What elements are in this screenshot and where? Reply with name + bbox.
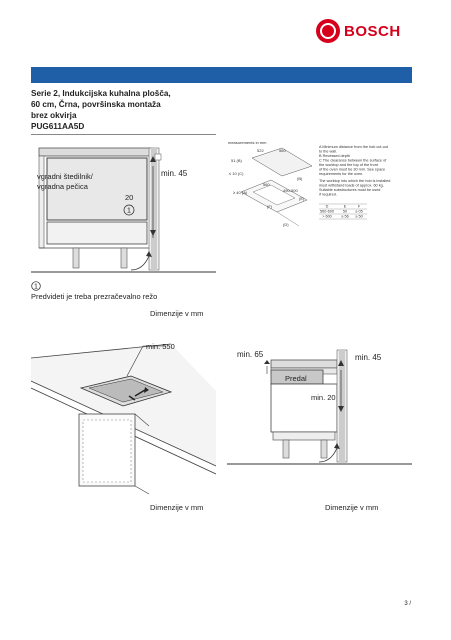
oven-label-top: vgradni štedilnik/ <box>37 172 93 181</box>
table-header-f: F <box>357 204 361 209</box>
table-header-e: E <box>343 204 347 209</box>
spec-table <box>319 204 367 219</box>
legend-line: the worktop and the top of the front <box>319 163 378 167</box>
footnote-circle-number: 1 <box>34 283 38 291</box>
bosch-emblem-icon <box>316 19 340 43</box>
footnote-circle-icon <box>31 281 41 291</box>
drawer-label: Predal <box>285 374 307 383</box>
footnote <box>31 281 157 301</box>
table-cell: > 600 <box>322 214 332 219</box>
oven-20-label: 20 <box>125 193 134 202</box>
legend-line: if required. <box>319 192 337 197</box>
spec-label-d: (D) <box>283 222 289 227</box>
title-line-2: 60 cm, Črna, površinska montaža <box>31 100 161 109</box>
legend-line: of the oven must be 30 mm. See space <box>319 167 386 172</box>
footnote-text: Predvideti je treba prezračevalno režo <box>31 292 158 301</box>
table-cell: ≥ 50 <box>355 214 363 219</box>
spec-label-40a: ≥ 40 (A) <box>233 190 248 195</box>
title-line-3: brez okvirja <box>31 111 77 120</box>
legend-line: requirements for the oven. <box>319 172 364 176</box>
drawer-min-65-label: min. 65 <box>237 350 264 359</box>
spec-title: measurements in mm <box>228 140 267 145</box>
title-line-1: Serie 2, Indukcijska kuhalna plošča, <box>31 89 171 98</box>
table-cell: ≥ 05 <box>355 209 363 214</box>
dimensions-note-1: Dimenzije v mm <box>150 309 204 318</box>
drawer-min-20-label: min. 20 <box>311 393 336 402</box>
brand-name: BOSCH <box>344 22 401 40</box>
legend-line: Suitable substructures must be used <box>319 188 381 192</box>
legend-line: must withstand loads of approx. 60 kg. <box>319 183 384 188</box>
hob-cutout-spec-diagram <box>227 138 412 238</box>
spec-legend <box>319 145 390 197</box>
worktop-min-550-label: min. 550 <box>146 342 175 351</box>
oven-installation-diagram <box>31 138 216 278</box>
drawer-installation-diagram <box>227 340 412 490</box>
worktop-perspective-diagram <box>31 336 216 501</box>
bosch-logo <box>316 17 416 45</box>
drawer-min-45-label: min. 45 <box>355 353 382 362</box>
spec-label-f: (F) <box>267 204 273 209</box>
table-cell: 50 <box>342 209 348 214</box>
legend-line: The worktop into which the hob is installed <box>319 179 391 183</box>
spec-label-560-mid: 560 <box>263 182 270 187</box>
spec-label-e: (E) <box>299 196 305 201</box>
table-cell: 560-600 <box>320 209 334 214</box>
page-number: 3 / <box>404 601 411 607</box>
dimensions-note-3: Dimenzije v mm <box>325 503 379 512</box>
spec-label-490-500: 490-500 <box>283 188 298 193</box>
spec-label-51b: 51 (B) <box>231 158 242 163</box>
title-rule <box>31 134 216 135</box>
legend-line: A Minimum distance from the hob cut-out <box>319 145 389 149</box>
legend-line: to the wall. <box>319 149 338 154</box>
oven-min-45-label: min. 45 <box>161 169 188 178</box>
spec-label-b: (B) <box>297 176 303 181</box>
model-number: PUG611AA5D <box>31 122 85 131</box>
legend-line: B Recessed depth <box>319 154 351 158</box>
table-header-d: D <box>325 204 329 209</box>
oven-circle-1: 1 <box>127 207 131 215</box>
oven-label-bottom: vgradna pečica <box>37 182 88 191</box>
product-title <box>31 88 211 132</box>
spec-label-522: 522 <box>257 148 264 153</box>
spec-label-10c: ≤ 10 (C) <box>229 171 244 176</box>
header-bar <box>31 67 412 83</box>
spec-label-560-top: 560 <box>279 148 286 153</box>
table-cell: ≥ 56 <box>341 214 349 219</box>
legend-line: C The clearance between the surface of <box>319 158 387 163</box>
dimensions-note-2: Dimenzije v mm <box>150 503 204 512</box>
